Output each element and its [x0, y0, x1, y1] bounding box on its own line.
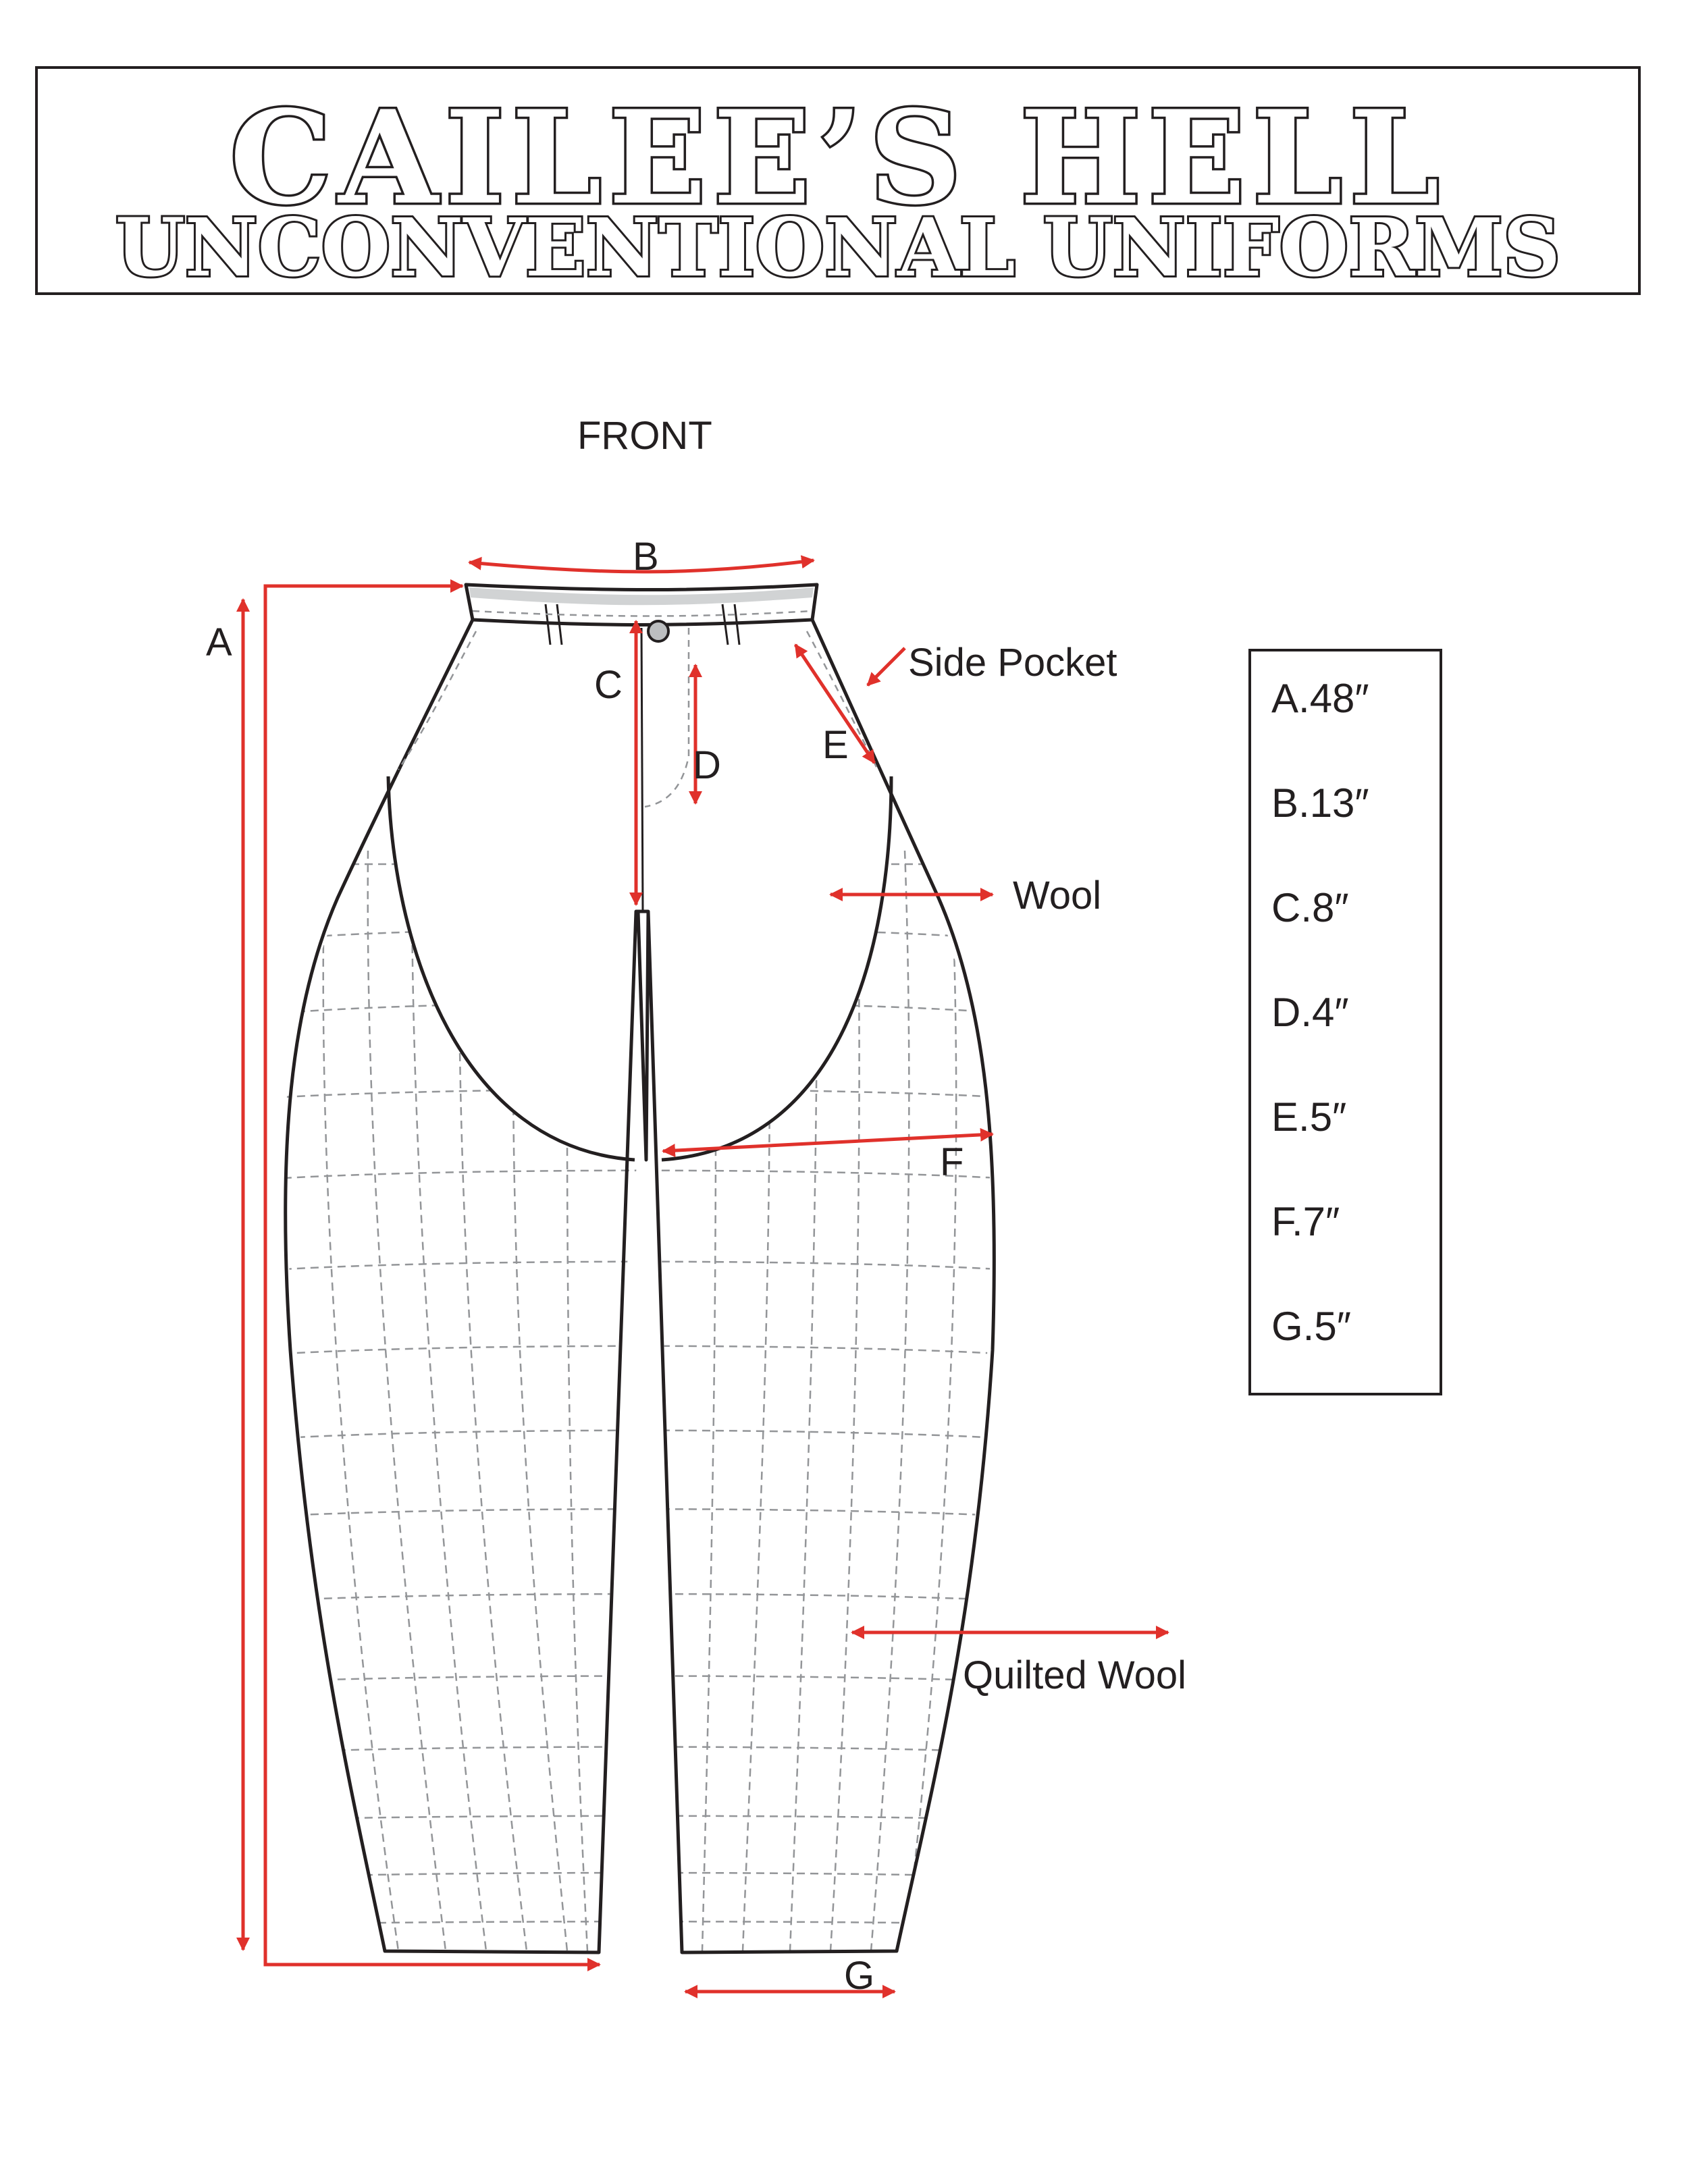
- label-b: B: [633, 535, 659, 579]
- view-label: FRONT: [577, 414, 712, 458]
- legend-item-g: G.5″: [1271, 1304, 1351, 1349]
- legend-item-a: A.48″: [1271, 676, 1369, 721]
- label-f: F: [940, 1140, 964, 1184]
- brand-title: CAILEE’S HELL: [230, 82, 1446, 233]
- callout-wool: Wool: [1013, 874, 1102, 917]
- right-leg-outline: [648, 620, 994, 1952]
- measurement-legend: [1248, 649, 1442, 1395]
- button-icon: [648, 621, 668, 641]
- legend-item-d: D.4″: [1271, 990, 1349, 1035]
- legend-item-f: F.7″: [1271, 1199, 1340, 1244]
- fly-stitch: [645, 628, 689, 807]
- crotch-inseam: [638, 911, 648, 1160]
- callout-quilted-wool: Quilted Wool: [963, 1653, 1186, 1697]
- legend-item-c: C.8″: [1271, 885, 1349, 930]
- label-e: E: [822, 723, 849, 767]
- dim-a-outline: [265, 586, 600, 1965]
- legend-item-b: B.13″: [1271, 780, 1369, 826]
- callout-side-pocket: Side Pocket: [908, 641, 1117, 685]
- side-pocket-pointer: [868, 648, 905, 685]
- label-g: G: [844, 1954, 875, 1998]
- legend-list: [1271, 672, 1369, 1404]
- label-d: D: [693, 743, 721, 787]
- fly-line: [641, 628, 643, 911]
- label-c: C: [594, 663, 623, 707]
- brand-subtitle: UNCONVENTIONAL UNIFORMS: [115, 201, 1561, 294]
- wool-panel-right: [662, 776, 891, 1160]
- legend-item-e: E.5″: [1271, 1094, 1347, 1140]
- label-a: A: [206, 620, 232, 664]
- wool-panel-left: [388, 776, 635, 1160]
- pants-outline: [286, 585, 995, 1952]
- left-leg-outline: [286, 620, 638, 1952]
